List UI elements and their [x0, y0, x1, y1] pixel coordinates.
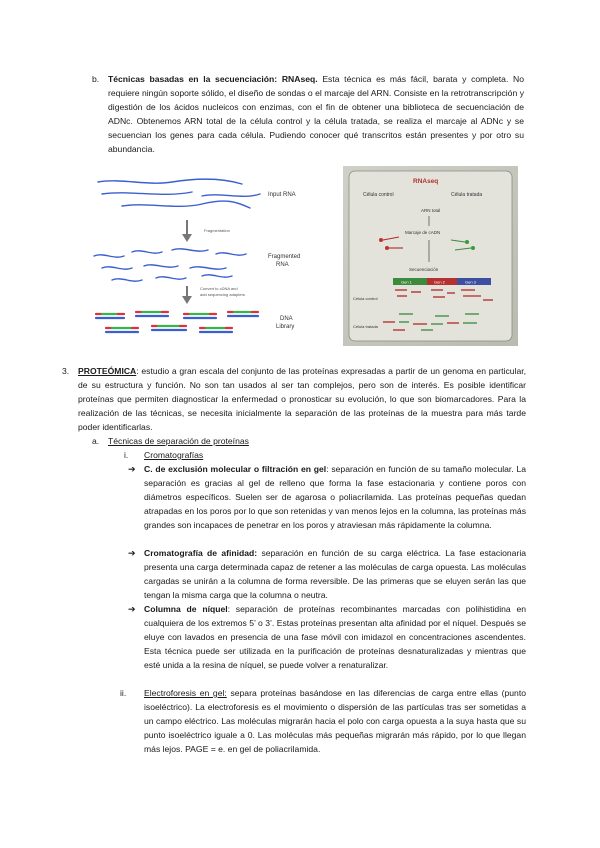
photo-row-treated: Célula tratada: [353, 324, 378, 329]
label-dna: DNA: [280, 316, 293, 322]
photo-gene3: Gen 3: [465, 279, 476, 285]
photo-row-control: Célula control: [353, 296, 378, 301]
label-convert: Convert to cDNA and: [200, 286, 238, 291]
label-rna: RNA: [276, 262, 289, 268]
label-input-rna: Input RNA: [268, 192, 296, 198]
photo-title: RNAseq: [413, 178, 439, 185]
photo-marcaje: Marcaje de cADN: [405, 230, 441, 235]
photo-cell-control: Célula control: [363, 192, 394, 198]
photo-cell-treated: Célula tratada: [451, 192, 483, 198]
section-3-paragraph: [78, 364, 526, 434]
sub-i-marker: i.: [124, 450, 129, 460]
photo-arn-total: ARN total: [421, 208, 441, 213]
label-fragmentation: Fragmentation: [204, 228, 230, 233]
label-adapters: add sequencing adapters: [200, 292, 245, 297]
sub-ii-paragraph: [144, 686, 526, 756]
section-b-text: Esta técnica es más fácil, barata y completa. No requiere ningún soporte sólido, el diseño de sondas o el marcaje del ARN. Consiste en la retrotranscripción y digestión de los ácidos nucleicos con enzimas, con el fin de obtener una biblioteca de secuenciación de ADNc. Obtenemos ARN total de la célula control y la célula tratada, se realiza el marcaje al ADNc y se secuencian los genes para cada célula. Pudiendo conocer qué transcritos están presentes y por otro su abundancia.: [108, 74, 524, 154]
bullet-2-paragraph: [144, 546, 526, 602]
bullet-2-title: Cromatografía de afinidad:: [144, 548, 258, 558]
section-b-marker: b.: [92, 74, 100, 84]
sub-ii-title: Electroforesis en gel:: [144, 688, 227, 698]
bullet-3-title: Columna de níquel: [144, 604, 228, 614]
section-3-marker: 3.: [62, 366, 70, 376]
bullet-arrow-icon: ➔: [128, 604, 136, 614]
label-library: Library: [276, 324, 295, 330]
bullet-1-title: C. de exclusión molecular o filtración en gel: [144, 464, 327, 474]
section-3-text: : estudio a gran escala del conjunto de las proteínas expresadas a partir de un genoma en particular, de su estructura y función. No son tan usados al ser tan complejos, pero son de interés. Es posible identificar proteínas que permiten diagnosticar la enfermedad o pronosticar su evolución, lo que son biomarcadores. Para la realización de las técnicas, se necesita inicialmente la separación de las proteínas de la muestra para más tarde poder identificarlas.: [78, 366, 526, 432]
section-a-marker: a.: [92, 436, 100, 446]
sub-ii-marker: ii.: [120, 688, 127, 698]
label-fragmented: Fragmented: [268, 254, 301, 260]
section-3-title: PROTEÓMICA: [78, 366, 137, 376]
rnaseq-photo-figure: [343, 166, 518, 346]
bullet-1-text: : separación en función de su tamaño molecular. La separación es gracias al gel de relleno que forma la fase estacionaria y contiene poros con diámetros específicos. Suelen ser de agarosa o poliacrilamida. Las proteínas pequeñas quedan atrapadas en los poros por lo que son retenidas y van menos lejos en la columna, las proteínas más grandes son incapaces de penetrar en los poros y atraviesan más rápidamente la columna.: [144, 464, 527, 530]
photo-gene1: Gen 1: [401, 279, 412, 285]
bullet-arrow-icon: ➔: [128, 548, 136, 558]
rnaseq-workflow-figure: [92, 172, 328, 342]
bullet-1-paragraph: [144, 462, 526, 532]
section-b-paragraph: [108, 72, 524, 156]
bullet-arrow-icon: ➔: [128, 464, 136, 474]
photo-gene2: Gen 2: [434, 279, 445, 285]
photo-secuenciacion: Secuenciación: [409, 267, 439, 272]
bullet-3-text: : separación de proteínas recombinantes marcadas con polihistidina en cualquiera de los extremos 5’ o 3’. Estas proteínas presentan alta afinidad por el níquel. Después se eluye con lavados en presencia de una fase móvil con imidazol en concentraciones ascendentes. Esta técnica puede ser utilizada en la purificación de proteínas desnaturalizadas y mientras que esté unida a la resina de níquel, se puede volver a renaturalizar.: [144, 604, 527, 670]
sub-i-title: Cromatografías: [144, 450, 204, 460]
bullet-3-paragraph: [144, 602, 526, 672]
sub-ii-text: separa proteínas basándose en las diferencias de carga entre ellas (punto isoeléctrico). La electroforesis es el movimiento o dispersión de las partículas tras ser sometidas a un campo eléctrico. Las moléculas migrarán hacia el polo con carga opuesta a la suya hasta que su punto isoeléctrico iguale a 0. Las moléculas más pequeñas migrarán más rápido, por lo que llegan más lejos. PAGE = e. en gel de poliacrilamida.: [144, 688, 526, 754]
section-b-title: Técnicas basadas en la secuenciación: RNAseq.: [108, 74, 318, 84]
section-a-title: Técnicas de separación de proteínas: [108, 436, 249, 446]
bullet-2-text: separación en función de su carga eléctrica. La fase estacionaria presenta una carga determinada capaz de retener a las moléculas de carga opuesta. Las moléculas cargadas se unirán a la columna de forma reversible. De las primeras que se eluyen serán las que tengan la misma carga que la columna o neutra.: [144, 548, 527, 600]
